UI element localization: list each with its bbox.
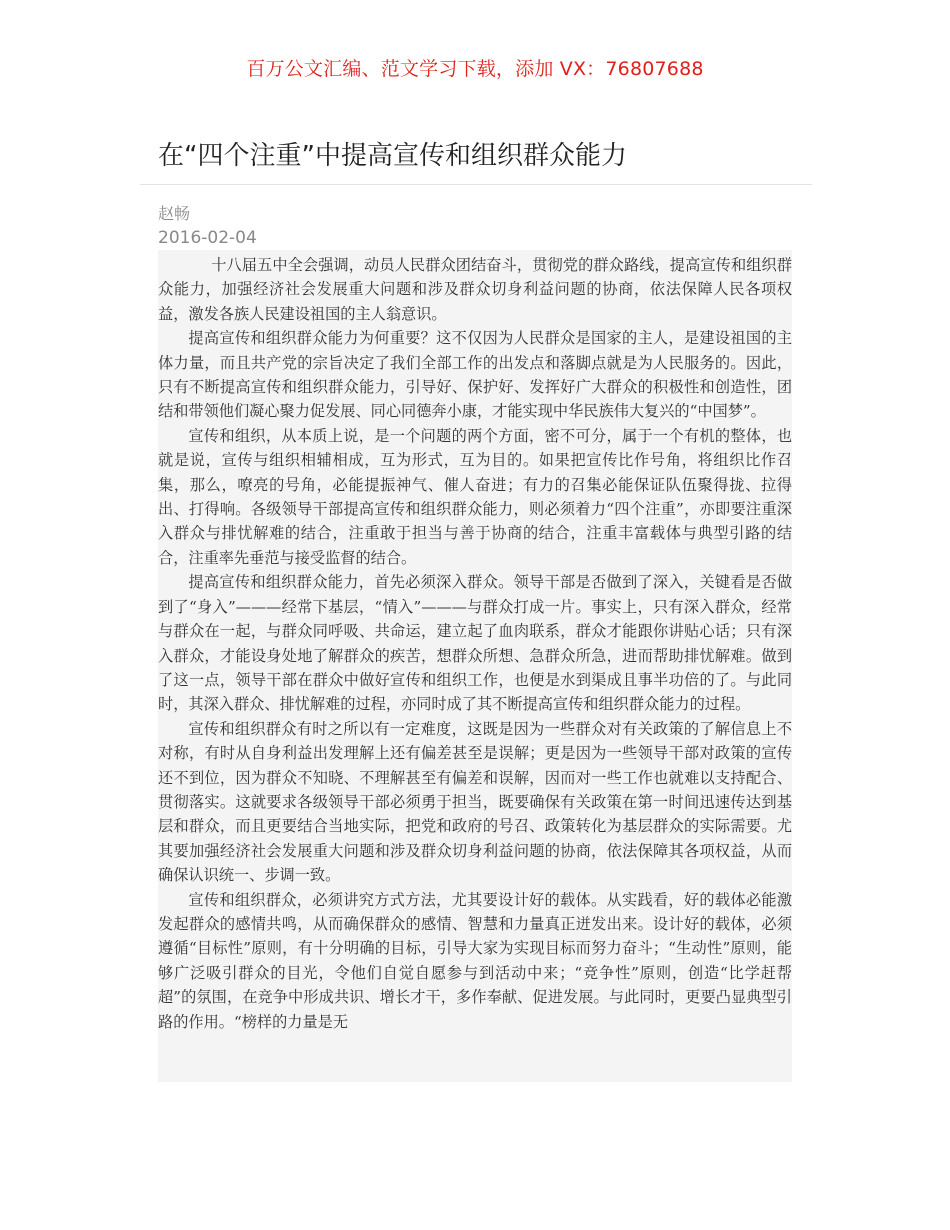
article-paragraph: 提高宣传和组织群众能力为何重要？这不仅因为人民群众是国家的主人，是建设祖国的主体力量，而且共产党的宗旨决定了我们全部工作的出发点和落脚点就是为人民服务的。因此，只有不断提高宣传和组织群众能力，引导好、保护好、发挥好广大群众的积极性和创造性，团结和带领他们凝心聚力促发展、同心同德奔小康，才能实现中华民族伟大复兴的“中国梦”。 [158, 329, 792, 421]
article-paragraph: 十八届五中全会强调，动员人民群众团结奋斗，贯彻党的群众路线，提高宣传和组织群众能力，加强经济社会发展重大问题和涉及群众切身利益问题的协商，依法保障人民各项权益，激发各族人民建设祖国的主人翁意识。 [158, 256, 792, 323]
article-paragraph: 提高宣传和组织群众能力，首先必须深入群众。领导干部是否做到了深入，关键看是否做到了“身入”———经常下基层，“情入”———与群众打成一片。事实上，只有深入群众，经常与群众在一起，与群众同呼吸、共命运，建立起了血肉联系，群众才能跟你讲贴心话；只有深入群众，才能设身处地了解群众的疾苦，想群众所想、急群众所急，进而帮助排忧解难。做到了这一点，领导干部在群众中做好宣传和组织工作，也便是水到渠成且事半功倍的了。与此同时，其深入群众、排忧解难的过程，亦同时成了其不断提高宣传和组织群众能力的过程。 [158, 573, 792, 714]
article-paragraph: 宣传和组织群众有时之所以有一定难度，这既是因为一些群众对有关政策的了解信息上不对称，有时从自身利益出发理解上还有偏差甚至是误解；更是因为一些领导干部对政策的宣传还不到位，因为群众不知晓、不理解甚至有偏差和误解，因而对一些工作也就难以支持配合、贯彻落实。这就要求各级领导干部必须勇于担当，既要确保有关政策在第一时间迅速传达到基层和群众，而且更要结合当地实际，把党和政府的号召、政策转化为基层群众的实际需要。尤其要加强经济社会发展重大问题和涉及群众切身利益问题的协商，依法保障其各项权益，从而确保认识统一、步调一致。 [158, 719, 792, 885]
article-author: 赵畅 [158, 204, 191, 223]
article-body [158, 250, 792, 1082]
article-date: 2016-02-04 [158, 228, 257, 248]
article-paragraph: 宣传和组织群众，必须讲究方式方法，尤其要设计好的载体。从实践看，好的载体必能激发起群众的感情共鸣，从而确保群众的感情、智慧和力量真正迸发出来。设计好的载体，必须遵循“目标性”原则，有十分明确的目标，引导大家为实现目标而努力奋斗；“生动性”原则，能够广泛吸引群众的目光，令他们自觉自愿参与到活动中来；“竞争性”原则，创造“比学赶帮超”的氛围，在竞争中形成共识、增长才干，多作奉献、促进发展。与此同时，更要凸显典型引路的作用。“榜样的力量是无 [158, 890, 792, 1031]
article-paragraph: 宣传和组织，从本质上说，是一个问题的两个方面，密不可分，属于一个有机的整体，也就是说，宣传与组织相辅相成，互为形式，互为目的。如果把宣传比作号角，将组织比作召集，那么，嘹亮的号角，必能提振神气、催人奋进；有力的召集必能保证队伍聚得拢、拉得出、打得响。各级领导干部提高宣传和组织群众能力，则必须着力“四个注重”，亦即要注重深入群众与排忧解难的结合，注重敢于担当与善于协商的结合，注重丰富载体与典型引路的结合，注重率先垂范与接受监督的结合。 [158, 426, 792, 567]
promo-banner: 百万公文汇编、范文学习下载，添加 VX：76807688 [246, 58, 704, 80]
article-title: 在“四个注重”中提高宣传和组织群众能力 [158, 141, 627, 171]
title-divider [140, 184, 812, 185]
